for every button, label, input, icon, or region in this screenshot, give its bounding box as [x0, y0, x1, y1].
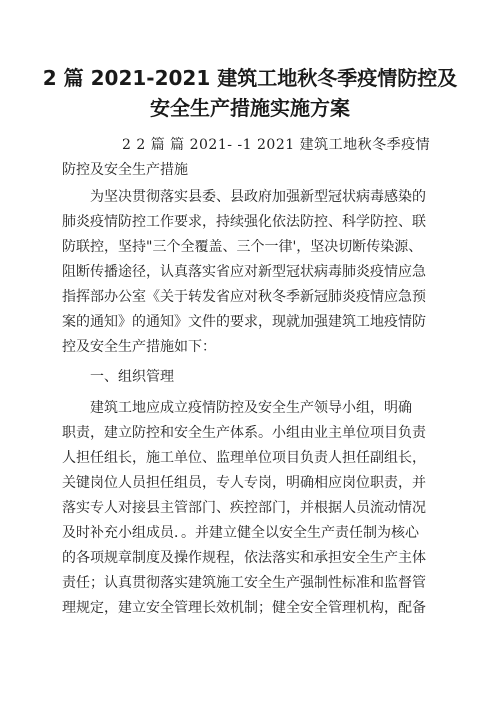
paragraph-line: 防联控，坚持"三个全覆盖、三个一律'，坚决切断传染源、	[62, 239, 423, 255]
paragraph-line: 控及安全生产措施如下：	[62, 339, 216, 355]
paragraph-line: 责任；认真贯彻落实建筑施工安全生产强制性标准和监督管	[62, 575, 426, 591]
paragraph-line: 理规定，建立安全管理长效机制；健全安全管理机构，配备	[62, 600, 426, 616]
subtitle-block	[62, 133, 442, 183]
section-heading-block	[62, 365, 442, 390]
subtitle-line-2: 防控及安全生产措施	[62, 162, 188, 178]
paragraph-line: 关键岗位人员担任组员，专人专岗，明确相应岗位职责，并	[62, 475, 426, 491]
paragraph-line: 肺炎疫情防控工作要求，持续强化依法防控、科学防控、联	[62, 214, 426, 230]
paragraph-line: 为坚决贯彻落实县委、县政府加强新型冠状病毒感染的	[90, 189, 426, 205]
paragraph-line: 指挥部办公室《关于转发省应对秋冬季新冠肺炎疫情应急预	[62, 289, 426, 305]
section-heading: 一、组织管理	[90, 369, 174, 385]
paragraph-line: 阻断传播途径，认真落实省应对新型冠状病毒肺炎疫情应急	[62, 264, 426, 280]
subtitle-line-1: 2 2 篇 篇 2021- -1 2021 建筑工地秋冬季疫情	[122, 137, 431, 153]
paragraph-line: 建筑工地应成立疫情防控及安全生产领导小组，明确	[90, 400, 412, 416]
paragraph-organization	[62, 396, 442, 621]
paragraph-line: 的各项规章制度及操作规程，依法落实和承担安全生产主体	[62, 550, 426, 566]
document-title-line-2: 安全生产措施实施方案	[150, 96, 350, 120]
paragraph-line: 及时补充小组成员．。并建立健全以安全生产责任制为核心	[62, 525, 419, 541]
paragraph-intro	[62, 185, 442, 360]
paragraph-line: 人担任组长，施工单位、监理单位项目负责人担任副组长，	[62, 450, 426, 466]
paragraph-line: 案的通知》的通知》文件的要求，现就加强建筑工地疫情防	[62, 314, 426, 330]
paragraph-line: 职责，建立防控和安全生产体系。小组由业主单位项目负责	[62, 425, 426, 441]
document-title-line-1: 2 篇 2021-2021 建筑工地秋冬季疫情防控及	[42, 66, 458, 90]
paragraph-line: 落实专人对接县主管部门、疾控部门，并根据人员流动情况	[62, 500, 426, 516]
